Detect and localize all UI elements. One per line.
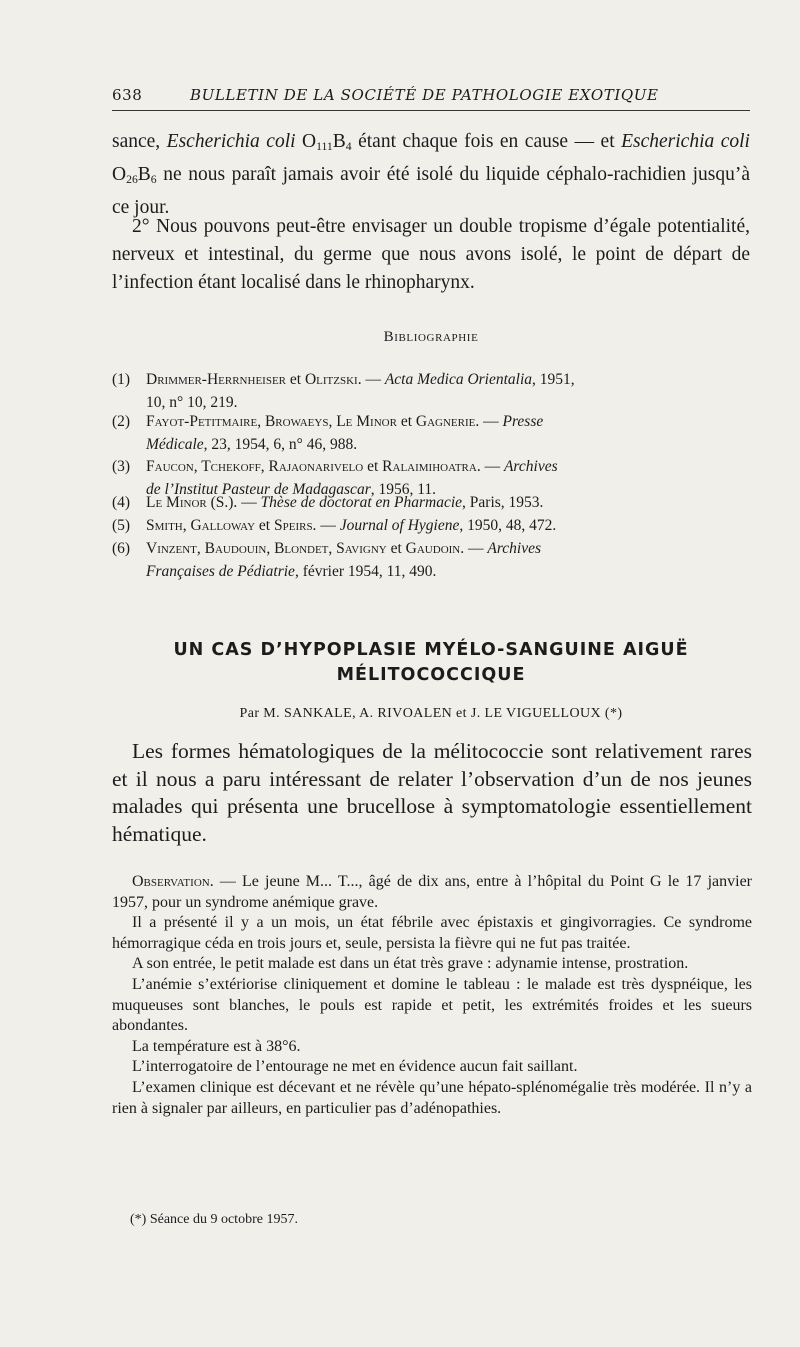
bibliography-entry: (1) Drimmer-Herrnheiser et Olitzski. — Acta Medica Orientalia, 1951, 10, n° 10, 219. <box>112 368 752 414</box>
observation-para-1: Observation. — Le jeune M... T..., âgé de dix ans, entre à l’hôpital du Point G le 17 janvier 1957, pour un syndrome anémique grave. <box>112 873 752 911</box>
paragraph-tropism: 2° Nous pouvons peut-être envisager un double tropisme d’égale potentialité, nerveux et intestinal, du germe que nous avons isolé, le point de départ de l’infection étant localisé dans le rhinopharynx. <box>112 216 750 293</box>
reference-number: (1) <box>112 371 131 388</box>
footnote: (*) Séance du 9 octobre 1957. <box>130 1212 298 1227</box>
reference-journal: Thèse de doctorat en Pharmacie <box>260 494 463 511</box>
bibliography-entry: (6) Vinzent, Baudouin, Blondet, Savigny et Gaudoin. — Archives Françaises de Pédiatrie, février 1954, 11, 490. <box>112 537 752 583</box>
observation-para-3: A son entrée, le petit malade est dans un état très grave : adynamie intense, prostration. <box>132 955 689 973</box>
article-title-line1: UN CAS D’HYPOPLASIE MYÉLO-SANGUINE AIGUË <box>173 640 689 660</box>
reference-journal: Acta Medica Orientalia <box>384 371 533 388</box>
reference-authors: Gaudoin. <box>405 540 465 557</box>
reference-number: (6) <box>112 540 131 557</box>
organism-name: Escherichia coli <box>166 131 296 152</box>
article-title-line2: MÉLITOCOCCIQUE <box>336 665 526 685</box>
reference-journal: Médicale <box>146 436 204 453</box>
reference-journal: de l’Institut Pasteur de Madagascar <box>146 481 371 498</box>
observation-para-4: L’anémie s’extériorise cliniquement et domine le tableau : le malade est très dyspnéique, les muqueuses sont blanches, le pouls est rapide et petit, les extrémités froides et les sueurs abondantes. <box>112 975 752 1035</box>
reference-authors: Drimmer-Herrnheiser <box>146 371 287 388</box>
reference-authors: Fayot-Petitmaire, Browaeys, Le Minor <box>146 413 397 430</box>
reference-authors: Faucon, Tchekoff, Rajaonarivelo <box>146 458 364 475</box>
header-rule <box>112 110 750 111</box>
bibliography-heading: Bibliographie <box>383 329 479 345</box>
observation-para-2: Il a présenté il y a un mois, un état fébrile avec épistaxis et gingivorragies. Ce syndrome hémorragique céda en trois jours et, seule, persista la fièvre qui ne fut pas traitée. <box>112 914 752 952</box>
reference-authors: Speirs. <box>273 517 317 534</box>
reference-number: (5) <box>112 517 131 534</box>
reference-authors: Gagnerie. <box>415 413 480 430</box>
reference-number: (3) <box>112 458 131 475</box>
reference-authors: Vinzent, Baudouin, Blondet, Savigny <box>146 540 387 557</box>
reference-journal: Archives <box>503 458 558 475</box>
observation-section <box>112 872 752 1119</box>
bibliography-entry: (5) Smith, Galloway et Speirs. — Journal of Hygiene, 1950, 48, 472. <box>112 514 752 537</box>
reference-authors: Olitzski. <box>304 371 362 388</box>
page-number: 638 <box>112 86 143 104</box>
reference-number: (2) <box>112 413 131 430</box>
reference-journal: Françaises de Pédiatrie <box>146 563 295 580</box>
organism-name: Escherichia coli <box>621 131 750 152</box>
observation-para-6: L’interrogatoire de l’entourage ne met en évidence aucun fait saillant. <box>132 1058 578 1076</box>
journal-title: BULLETIN DE LA SOCIÉTÉ DE PATHOLOGIE EXOTIQUE <box>190 86 659 104</box>
reference-authors: Le Minor <box>146 494 207 511</box>
bibliography-entry: (4) Le Minor (S.). — Thèse de doctorat en Pharmacie, Paris, 1953. <box>112 491 752 514</box>
reference-authors: Ralaimihoatra. <box>382 458 481 475</box>
observation-para-7: L’examen clinique est décevant et ne révèle qu’une hépato-splénomégalie très modérée. Il n’y a rien à signaler par ailleurs, en particulier pas d’adénopathies. <box>112 1078 752 1117</box>
reference-journal: Journal of Hygiene <box>339 517 460 534</box>
bibliography-entry: (3) Faucon, Tchekoff, Rajaonarivelo et Ralaimihoatra. — Archives de l’Institut Pasteur de Madagascar, 1956, 11. <box>112 455 752 501</box>
reference-authors: Smith, Galloway <box>146 517 256 534</box>
reference-journal: Presse <box>502 413 544 430</box>
continuation-paragraph: sance, Escherichia coli $O_{111}B_4$ étant chaque fois en cause — et Escherichia coli $O_{26}B_6$ ne nous paraît jamais avoir été isolé du liquide céphalo-rachidien jusqu’à ce jour. <box>112 131 751 218</box>
article-intro: Les formes hématologiques de la mélitococcie sont relativement rares et il nous a paru intéressant de relater l’observation d’un de nos jeunes malades qui présenta une brucellose à symptomatologie essentiellement hématique. <box>112 739 752 846</box>
reference-journal: Archives <box>487 540 542 557</box>
observation-label: Observation. <box>132 873 214 890</box>
reference-number: (4) <box>112 494 131 511</box>
bibliography-entry: (2) Fayot-Petitmaire, Browaeys, Le Minor et Gagnerie. — Presse Médicale, 23, 1954, 6, n° 46, 988. <box>112 410 752 456</box>
observation-para-5: La température est à 38°6. <box>132 1037 301 1055</box>
article-authors: Par M. SANKALE, A. RIVOALEN et J. LE VIGUELLOUX (*) <box>239 706 623 721</box>
